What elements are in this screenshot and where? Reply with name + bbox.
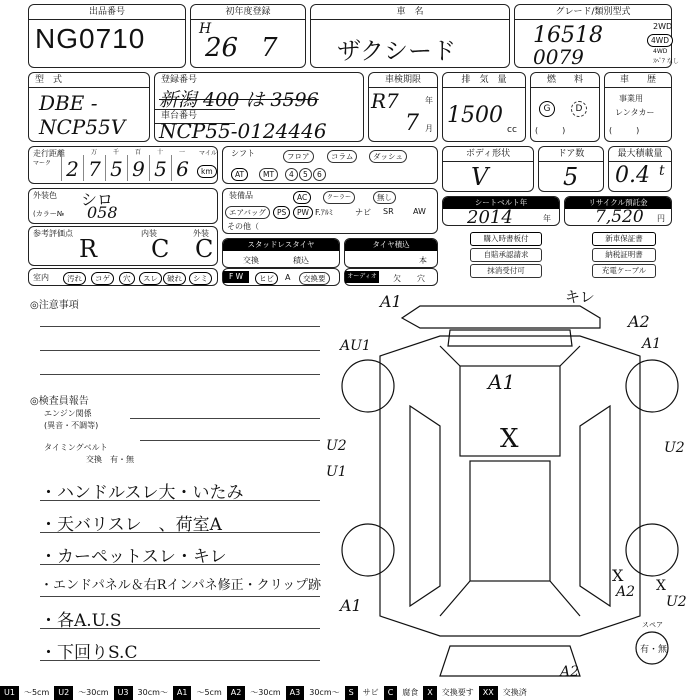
model-label: 型 式 bbox=[35, 75, 63, 85]
damage-legend bbox=[0, 686, 700, 700]
mileage-digit: 5 bbox=[105, 155, 127, 181]
registration-year-value: 26 bbox=[205, 33, 239, 63]
mileage-digit: 2 bbox=[61, 155, 83, 181]
mark-front-bumper-left: A1 bbox=[380, 292, 402, 311]
fw-crack: ヒビ bbox=[255, 272, 278, 285]
max-load-unit: t bbox=[659, 163, 665, 179]
front-bumper bbox=[402, 306, 600, 328]
spare-value: 有・無 bbox=[640, 645, 668, 655]
history-box bbox=[604, 72, 672, 142]
doors-label: ドア数 bbox=[539, 147, 603, 162]
equipment-sr: SR bbox=[383, 207, 394, 216]
interior-dirt: 汚れ bbox=[63, 272, 86, 285]
mileage-sub: マーク bbox=[33, 160, 52, 167]
body-shape-box bbox=[442, 146, 534, 192]
spare-label: スペア bbox=[642, 621, 663, 629]
notes-line bbox=[130, 418, 320, 419]
legend-value: 30cm～ bbox=[137, 688, 168, 697]
equipment-pw: PW bbox=[293, 206, 313, 219]
model-line2: NCP55V bbox=[39, 115, 126, 139]
doors-box bbox=[538, 146, 604, 192]
inspection-label: 車検期限 bbox=[369, 73, 437, 88]
equipment-other: その他（ bbox=[227, 222, 259, 231]
grade-2wd: 2WD bbox=[653, 22, 673, 31]
legend-value: 腐食 bbox=[402, 688, 419, 697]
grade-box bbox=[514, 4, 679, 69]
inspection-value: R7 bbox=[371, 89, 399, 113]
mark-cargo-x: X bbox=[500, 424, 519, 454]
fw-replace: 交換要 bbox=[299, 272, 330, 285]
equipment-none: 無し bbox=[373, 191, 396, 204]
doc-purchase-plate: 購入時書板付 bbox=[470, 232, 542, 246]
mileage-digit: 6 bbox=[171, 155, 193, 181]
chassis-value: NCP55-0124446 bbox=[159, 119, 327, 143]
recycle-value: 7,520 bbox=[595, 207, 644, 227]
registration-number-box bbox=[154, 72, 364, 142]
shift-gear-4: 4 bbox=[285, 168, 298, 181]
studless-mounted: 積込 bbox=[293, 256, 309, 265]
shift-gear-5: 5 bbox=[299, 168, 312, 181]
wheel-rear-right bbox=[626, 524, 678, 576]
legend-key: A1 bbox=[173, 686, 192, 700]
equipment-label: 装備品 bbox=[229, 191, 253, 200]
audio-hole: 穴 bbox=[417, 274, 425, 283]
model-line1: DBE - bbox=[39, 91, 98, 115]
inspection-month: 7 bbox=[405, 111, 419, 136]
equipment-cooler: クーラー bbox=[323, 191, 355, 204]
inspector-engine-sub: (異音・不調等) bbox=[44, 421, 99, 430]
mark-rear-bumper: A2 bbox=[560, 664, 580, 680]
history-label: 車 歴 bbox=[605, 73, 671, 88]
max-load-value: 0.4 bbox=[615, 163, 650, 188]
notes-line bbox=[140, 440, 320, 441]
mileage-digit: 7 bbox=[83, 155, 105, 181]
exterior-color-label: 外装色 bbox=[33, 191, 57, 200]
doc-tax: 納税証明書 bbox=[592, 248, 656, 262]
shift-at: AT bbox=[231, 168, 248, 181]
fuel-d-option: D bbox=[571, 101, 587, 117]
inspector-line-text: ・天バリスレ 、荷室A bbox=[40, 515, 222, 535]
inspector-line-text: ・各A.U.S bbox=[40, 611, 122, 631]
shift-column: コラム bbox=[327, 150, 357, 163]
exterior-color-box bbox=[28, 188, 218, 224]
documents-box bbox=[442, 228, 672, 284]
notes-title: ◎注意事項 bbox=[30, 300, 79, 311]
studless-box bbox=[222, 238, 340, 268]
exterior-color-code-label: (カラー№ bbox=[33, 210, 65, 218]
legend-key: A3 bbox=[286, 686, 305, 700]
inspector-exchange: 交換 有・無 bbox=[86, 455, 134, 464]
inspector-timing-belt: タイミングベルト bbox=[44, 443, 108, 452]
grade-line1: 16518 bbox=[533, 23, 603, 48]
inspector-line bbox=[40, 596, 320, 597]
wheel-rear-left bbox=[342, 524, 394, 576]
fuel-g-option: G bbox=[539, 101, 555, 117]
mark-front-cut: キレ bbox=[565, 288, 595, 306]
recycle-label: リサイクル預託金 bbox=[565, 197, 671, 209]
mark-rear-right-x2: X bbox=[656, 578, 666, 594]
registration-number-label: 登録番号 bbox=[161, 75, 198, 85]
fuel-box bbox=[530, 72, 600, 142]
interior-row bbox=[28, 268, 218, 286]
mark-right-door: U2 bbox=[664, 440, 685, 456]
studless-replace: 交換 bbox=[243, 256, 259, 265]
audio-row bbox=[344, 268, 438, 286]
inspection-month-unit: 月 bbox=[425, 124, 433, 133]
hood bbox=[448, 330, 572, 346]
registration-year-box bbox=[190, 4, 306, 68]
mark-rear-left: A1 bbox=[340, 596, 362, 615]
legend-key: U1 bbox=[0, 686, 19, 700]
wheel-front-right bbox=[626, 360, 678, 412]
history-business: 事業用 bbox=[619, 94, 643, 103]
history-paren: ( ) bbox=[609, 126, 640, 135]
evaluation-score: R bbox=[79, 235, 98, 263]
grade-line2: 0079 bbox=[533, 45, 584, 69]
mileage-unit-km: km bbox=[197, 165, 217, 178]
inspector-engine: エンジン関係 bbox=[44, 409, 92, 418]
inspector-line-text: ・下回りS.C bbox=[40, 643, 138, 663]
audio-row-label: オーディオ bbox=[345, 271, 379, 283]
interior-row-label: 室内 bbox=[33, 273, 49, 282]
mileage-label: 走行距離 bbox=[33, 149, 65, 158]
fw-row bbox=[222, 268, 340, 286]
registration-number-value: 新潟 400 は 3596 bbox=[159, 89, 319, 111]
lot-label: 出品番号 bbox=[29, 5, 185, 20]
studless-label: スタッドレスタイヤ bbox=[223, 239, 339, 251]
fuel-paren: ( ) bbox=[535, 126, 566, 135]
shift-gear-6: 6 bbox=[313, 168, 326, 181]
wheel-front-left bbox=[342, 360, 394, 412]
doc-deregistration: 抹消受付可 bbox=[470, 264, 542, 278]
rear-bumper bbox=[440, 646, 580, 676]
recycle-unit: 円 bbox=[657, 214, 665, 223]
grade-4wd-sub: 4WD bbox=[653, 48, 668, 55]
legend-key: A2 bbox=[227, 686, 246, 700]
mark-front-right: A1 bbox=[642, 336, 662, 352]
equipment-ac: AC bbox=[293, 191, 311, 204]
tire-load-label: タイヤ積込 bbox=[345, 239, 437, 251]
recycle-box bbox=[564, 196, 672, 226]
doors-value: 5 bbox=[563, 163, 579, 191]
interior-hole: 穴 bbox=[119, 272, 135, 285]
mark-front-left-fender: AU1 bbox=[340, 338, 371, 354]
model-box bbox=[28, 72, 150, 142]
legend-value: サビ bbox=[362, 688, 379, 697]
history-rental: レンタカー bbox=[615, 108, 655, 117]
mark-left-door-1: U2 bbox=[326, 438, 347, 454]
equipment-f-alumi: F.ｱﾙﾐ bbox=[315, 208, 333, 217]
interior-scuff: スレ bbox=[139, 272, 162, 285]
legend-value: ～30cm bbox=[250, 688, 281, 697]
shift-label: シフト bbox=[231, 149, 255, 158]
displacement-label: 排 気 量 bbox=[443, 73, 525, 88]
registration-month-value: 7 bbox=[261, 33, 278, 63]
displacement-box bbox=[442, 72, 526, 142]
inspector-line-text: ・カーペットスレ・キレ bbox=[40, 547, 227, 567]
inspector-title: ◎検査員報告 bbox=[30, 396, 89, 407]
legend-key: C bbox=[384, 686, 398, 700]
mileage-unit-label: 万 bbox=[91, 149, 98, 156]
mark-left-door-2: U1 bbox=[326, 464, 347, 480]
tire-load-box bbox=[344, 238, 438, 268]
body-shape-label: ボディ形状 bbox=[443, 147, 533, 162]
mileage-digit: 9 bbox=[127, 155, 149, 181]
equipment-ps: PS bbox=[273, 206, 290, 219]
shift-mt: MT bbox=[259, 168, 278, 181]
interior-tear: 破れ bbox=[163, 272, 186, 285]
inspector-line-text: ・ハンドルスレ大・いたみ bbox=[40, 483, 244, 503]
evaluation-exterior-label: 外装 bbox=[193, 229, 209, 238]
fw-row-label: F W bbox=[223, 271, 249, 283]
mileage-unit-label: 一 bbox=[179, 149, 186, 156]
inspection-year-unit: 年 bbox=[425, 96, 433, 105]
doc-charging-cable: 充電ケーブル bbox=[592, 264, 656, 278]
max-load-box bbox=[608, 146, 672, 192]
car-damage-diagram bbox=[330, 286, 690, 686]
doc-insurance: 自賠承認請求 bbox=[470, 248, 542, 262]
mark-front-bumper-right: A2 bbox=[628, 312, 650, 331]
body-shape-value: V bbox=[471, 163, 489, 191]
car-name-box bbox=[310, 4, 510, 68]
mark-roof: A1 bbox=[488, 370, 516, 394]
seatbelt-value: 2014 bbox=[467, 207, 513, 228]
legend-value: 交換要す bbox=[441, 688, 474, 697]
shift-dash: ダッシュ bbox=[369, 150, 407, 163]
evaluation-interior: C bbox=[151, 235, 170, 263]
mileage-unit-label: 十 bbox=[157, 149, 164, 156]
equipment-aw: AW bbox=[413, 207, 426, 216]
notes-line bbox=[40, 326, 320, 327]
legend-key: X bbox=[423, 686, 436, 700]
car-name-label: 車 名 bbox=[311, 5, 509, 20]
legend-key: S bbox=[345, 686, 358, 700]
cargo-floor bbox=[470, 461, 550, 581]
seatbelt-unit: 年 bbox=[543, 214, 551, 223]
legend-value: ～5cm bbox=[23, 688, 50, 697]
equipment-navi: ナビ bbox=[355, 208, 371, 217]
evaluation-exterior: C bbox=[195, 235, 214, 263]
mark-rear-right-x: X bbox=[612, 566, 624, 585]
inspection-box bbox=[368, 72, 438, 142]
chassis-label: 車台番号 bbox=[161, 111, 198, 121]
grade-4wd: 4WD bbox=[647, 34, 673, 47]
inspector-line-text: ・エンドパネル＆右Rインパネ修正・クリップ跡 bbox=[40, 578, 322, 593]
seatbelt-label: シートベルト年 bbox=[443, 197, 559, 209]
shift-floor: フロア bbox=[283, 150, 314, 163]
exterior-color-code: 058 bbox=[87, 203, 118, 222]
grade-label: グレード/類別型式 bbox=[515, 5, 671, 20]
doc-warranty: 新車保証書 bbox=[592, 232, 656, 246]
interior-burn: コゲ bbox=[91, 272, 114, 285]
max-load-label: 最大積載量 bbox=[609, 147, 671, 162]
registration-era: H bbox=[199, 21, 212, 37]
equipment-box bbox=[222, 188, 438, 234]
legend-value: ～30cm bbox=[78, 688, 109, 697]
fuel-label: 燃 料 bbox=[531, 73, 599, 88]
audio-missing: 欠 bbox=[393, 274, 401, 283]
exterior-color-value: シロ bbox=[81, 190, 114, 209]
notes-line bbox=[40, 350, 320, 351]
legend-key: U3 bbox=[114, 686, 133, 700]
displacement-value: 1500 bbox=[447, 103, 503, 128]
mileage-unit-mile: マイル bbox=[199, 150, 217, 157]
evaluation-label: 参考評価点 bbox=[33, 229, 73, 238]
fw-a: A bbox=[285, 273, 291, 282]
legend-value: 30cm～ bbox=[309, 688, 340, 697]
lot-number-box bbox=[28, 4, 186, 68]
legend-value: ～5cm bbox=[196, 688, 222, 697]
shift-box bbox=[222, 146, 438, 184]
equipment-airbag: エアバッグ bbox=[225, 206, 270, 219]
evaluation-interior-label: 内装 bbox=[141, 229, 157, 238]
grade-spare-none: ｽﾍﾟｱ なし bbox=[653, 58, 679, 65]
legend-value: 交換済 bbox=[502, 688, 527, 697]
mark-rear-right-u2: U2 bbox=[666, 594, 687, 610]
mark-rear-right-a2: A2 bbox=[616, 584, 636, 600]
notes-line bbox=[40, 374, 320, 375]
mileage-box bbox=[28, 146, 218, 184]
mileage-unit-label: 百 bbox=[135, 149, 142, 156]
car-name-value: ザクシード bbox=[337, 37, 457, 65]
interior-stain: シミ bbox=[189, 272, 212, 285]
registration-year-label: 初年度登録 bbox=[191, 5, 305, 20]
legend-key: U2 bbox=[54, 686, 73, 700]
evaluation-box bbox=[28, 226, 218, 266]
seatbelt-box bbox=[442, 196, 560, 226]
tire-load-unit: 本 bbox=[419, 256, 427, 265]
mileage-unit-label: 千 bbox=[113, 149, 120, 156]
legend-key: XX bbox=[479, 686, 498, 700]
displacement-unit: cc bbox=[507, 125, 517, 135]
mileage-digit: 5 bbox=[149, 155, 171, 181]
lot-number: NG0710 bbox=[35, 23, 146, 54]
